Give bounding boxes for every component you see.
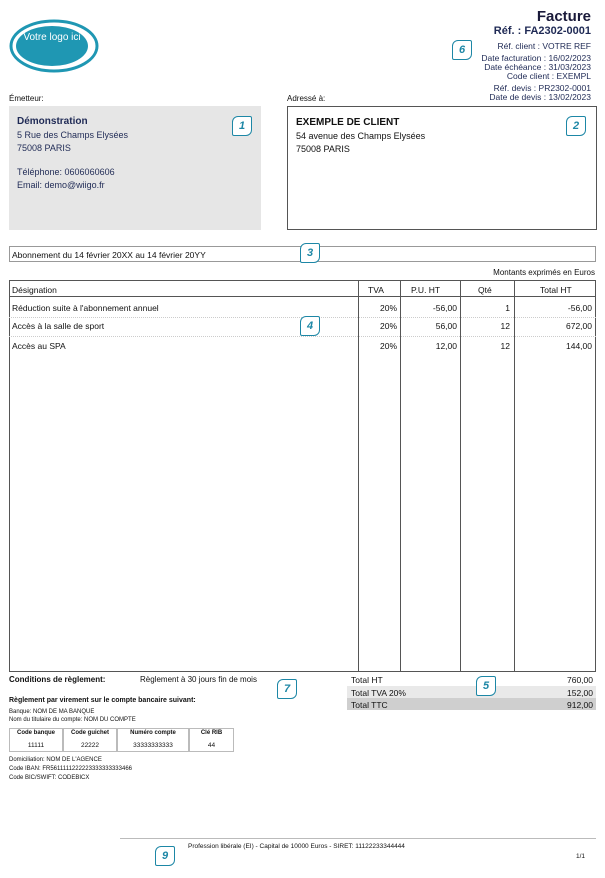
invoice-date: Date facturation : 16/02/2023 [481,53,591,63]
client-ref: Réf. client : VOTRE REF [497,41,591,51]
row-total: 672,00 [566,321,592,331]
table-column-divider [514,280,515,672]
row-qty: 1 [505,303,510,313]
row-unit-price: 56,00 [435,321,457,331]
total-ttc-value: 912,00 [567,700,593,710]
company-logo [8,18,100,74]
table-column-divider [358,280,359,672]
total-tva-value: 152,00 [567,688,593,698]
page-number: 1/1 [575,853,585,860]
sender-city: 75008 PARIS [17,143,71,153]
domiciliation: Domiciliation: NOM DE L'AGENCE [9,757,102,763]
client-label: Adressé à: [287,94,326,103]
amounts-note: Montants exprimés en Euros [493,268,595,277]
rib-value: 33333333333 [133,742,173,749]
rib-header: Code guichet [70,730,109,736]
subject-text: Abonnement du 14 février 20XX au 14 février 20YY [12,250,206,260]
callout-badge: 2 [566,116,586,136]
col-vat: TVA [368,285,384,295]
client-street: 54 avenue des Champs Elysées [296,131,426,141]
rib-value: 11111 [27,742,45,749]
row-total: -56,00 [567,303,592,313]
row-vat: 20% [379,321,397,331]
table-column-divider [400,280,401,672]
total-tva-label: Total TVA 20% [351,688,406,698]
quote-date: Date de devis : 13/02/2023 [489,92,591,102]
callout-badge: 5 [476,676,496,696]
account-holder: Nom du titulaire du compte: NOM DU COMPTE [9,717,136,723]
sender-name: Démonstration [17,116,88,127]
logo-text: Votre logo ici [23,32,81,43]
payment-conditions-label: Conditions de règlement: [9,675,106,684]
sender-street: 5 Rue des Champs Elysées [17,130,129,140]
col-qty: Qté [478,285,492,295]
client-city: 75008 PARIS [296,144,350,154]
client-code: Code client : EXEMPL [506,71,591,81]
callout-badge: 4 [300,316,320,336]
bank-name: Banque: NOM DE MA BANQUE [9,709,95,715]
due-date: Date échéance : 31/03/2023 [484,62,591,72]
callout-badge: 6 [452,40,472,60]
footer-rule [120,838,596,839]
total-ttc-label: Total TTC [351,700,388,710]
row-designation: Réduction suite à l'abonnement annuel [12,303,159,313]
sender-email: Email: demo@wiigo.fr [17,180,105,190]
table-header-rule [9,296,596,297]
row-designation: Accès à la salle de sport [12,321,105,331]
col-unit-price: P.U. HT [411,285,441,295]
row-qty: 12 [500,341,510,351]
row-separator [9,336,596,337]
bic: Code BIC/SWIFT: CODEBICX [9,775,90,781]
line-items-table [9,280,596,672]
callout-badge: 3 [300,243,320,263]
col-designation: Désignation [12,285,57,295]
client-name: EXEMPLE DE CLIENT [296,117,400,128]
table-column-divider [460,280,461,672]
total-ht-label: Total HT [351,675,383,685]
row-qty: 12 [500,321,510,331]
row-total: 144,00 [566,341,592,351]
payment-conditions-value: Règlement à 30 jours fin de mois [140,675,257,684]
callout-badge: 7 [277,679,297,699]
iban: Code IBAN: FR5611111222223333333333466 [9,766,132,772]
rib-header: Clé RIB [200,730,223,736]
callout-badge: 1 [232,116,252,136]
sender-label: Émetteur: [9,94,44,103]
rib-header: Code banque [16,730,55,736]
row-unit-price: -56,00 [432,303,457,313]
rib-value: 44 [207,742,216,749]
footer-legal: Profession libérale (EI) - Capital de 10000 Euros - SIRET: 11122233344444 [188,843,405,850]
total-ht-value: 760,00 [567,675,593,685]
row-vat: 20% [379,303,397,313]
sender-phone: Téléphone: 0606060606 [17,167,115,177]
rib-value: 22222 [80,742,100,749]
row-vat: 20% [379,341,397,351]
col-total: Total HT [540,285,572,295]
document-type: Facture [536,8,591,25]
callout-badge: 9 [155,846,175,866]
row-designation: Accès au SPA [12,341,66,351]
quote-ref: Réf. devis : PR2302-0001 [493,83,591,93]
row-unit-price: 12,00 [435,341,457,351]
rib-header: Numéro compte [130,730,176,736]
transfer-title: Règlement par virement sur le compte bancaire suivant: [9,697,196,704]
invoice-reference: Réf. : FA2302-0001 [493,25,591,37]
